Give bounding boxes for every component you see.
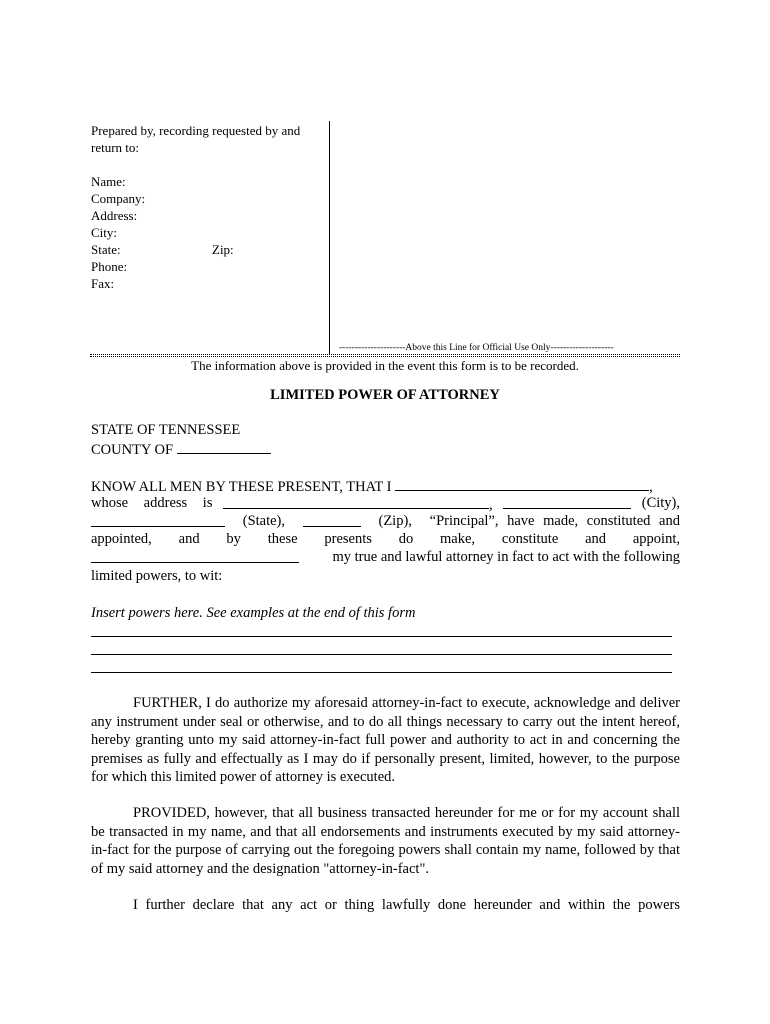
- word-these: these: [267, 531, 298, 547]
- document-title: LIMITED POWER OF ATTORNEY: [270, 387, 500, 403]
- field-city: City:: [91, 225, 118, 240]
- address-blank[interactable]: [223, 494, 489, 509]
- state-label: (State),: [242, 513, 286, 529]
- field-address: Address:: [91, 208, 138, 223]
- insert-powers-instruction: Insert powers here. See examples at the end of this form: [91, 605, 416, 621]
- prepared-by-line2: return to:: [91, 140, 140, 155]
- appointed-line: [91, 530, 680, 549]
- declare-paragraph: I further declare that any act or thing lawfully done hereunder and within the powers: [133, 897, 680, 913]
- word-constitute: constitute: [501, 531, 559, 547]
- powers-blank-line-3[interactable]: [91, 672, 672, 673]
- attorney-line: [91, 548, 680, 567]
- prepared-by-line1: Prepared by, recording requested by and: [91, 123, 301, 138]
- word-and: and: [178, 531, 200, 547]
- word-appoint: appoint,: [632, 531, 680, 547]
- zip-label: (Zip),: [378, 513, 412, 529]
- word-appointed: appointed,: [91, 531, 152, 547]
- further-paragraph: FURTHER, I do authorize my aforesaid attorney-in-fact to execute, acknowledge and deliver any instrument under seal or otherwise, and to do all things necessary to carry out the intent hereof, hereby granting unto my said attorney-in-fact full power and authority to act in and concerning the premises as fully and effectually as I may do if personally present, limited, however, to the purpose for which this limited power of attorney is executed.: [91, 695, 680, 786]
- attorney-name-blank[interactable]: [91, 548, 299, 563]
- word-do: do: [398, 531, 414, 547]
- powers-blank-line-1[interactable]: [91, 636, 672, 637]
- know-all-men-line: KNOW ALL MEN BY THESE PRESENT, THAT I ,: [91, 476, 680, 497]
- city-blank[interactable]: [503, 494, 631, 509]
- county-label: COUNTY OF: [91, 442, 174, 458]
- address-line: whose address is , (City),: [91, 495, 680, 513]
- principal-text: “Principal”, have made, constituted and: [429, 513, 680, 529]
- field-fax: Fax:: [91, 276, 115, 291]
- recording-block: [91, 122, 321, 292]
- county-line: [91, 439, 271, 460]
- word-presents: presents: [324, 531, 372, 547]
- recording-info-note: The information above is provided in the event this form is to be recorded.: [191, 358, 579, 373]
- attorney-text: my true and lawful attorney in fact to act with the following: [332, 549, 680, 565]
- field-zip: Zip:: [212, 242, 234, 257]
- zip-blank[interactable]: [303, 512, 361, 527]
- field-phone: Phone:: [91, 259, 128, 274]
- limited-powers-line: limited powers, to wit:: [91, 568, 223, 584]
- field-state: State:: [91, 242, 121, 257]
- county-blank[interactable]: [177, 439, 271, 454]
- whose-address-text: whose address is: [91, 495, 213, 511]
- word-by: by: [226, 531, 241, 547]
- word-and-2: and: [585, 531, 607, 547]
- state-zip-line: [91, 512, 680, 531]
- field-name: Name:: [91, 174, 126, 189]
- provided-paragraph: PROVIDED, however, that all business transacted hereunder for me or for my account shall be transacted in my name, and that all endorsements and instruments executed by my said attorney-in-fact for the purpose of carrying out the foregoing powers shall contain my name, followed by that of my said attorney and the designation "attorney-in-fact".: [91, 805, 680, 877]
- recording-divider: [329, 121, 330, 354]
- city-label: (City),: [641, 495, 680, 511]
- word-make: make,: [440, 531, 476, 547]
- principal-name-blank[interactable]: [395, 476, 649, 491]
- know-all-men-text: KNOW ALL MEN BY THESE PRESENT, THAT I: [91, 479, 392, 495]
- state-line: STATE OF TENNESSEE: [91, 422, 241, 438]
- official-use-rule: [90, 354, 680, 355]
- official-use-line: ---------------------Above this Line for Official Use Only--------------------: [339, 343, 614, 353]
- powers-blank-line-2[interactable]: [91, 654, 672, 655]
- state-blank[interactable]: [91, 512, 225, 527]
- field-company: Company:: [91, 191, 146, 206]
